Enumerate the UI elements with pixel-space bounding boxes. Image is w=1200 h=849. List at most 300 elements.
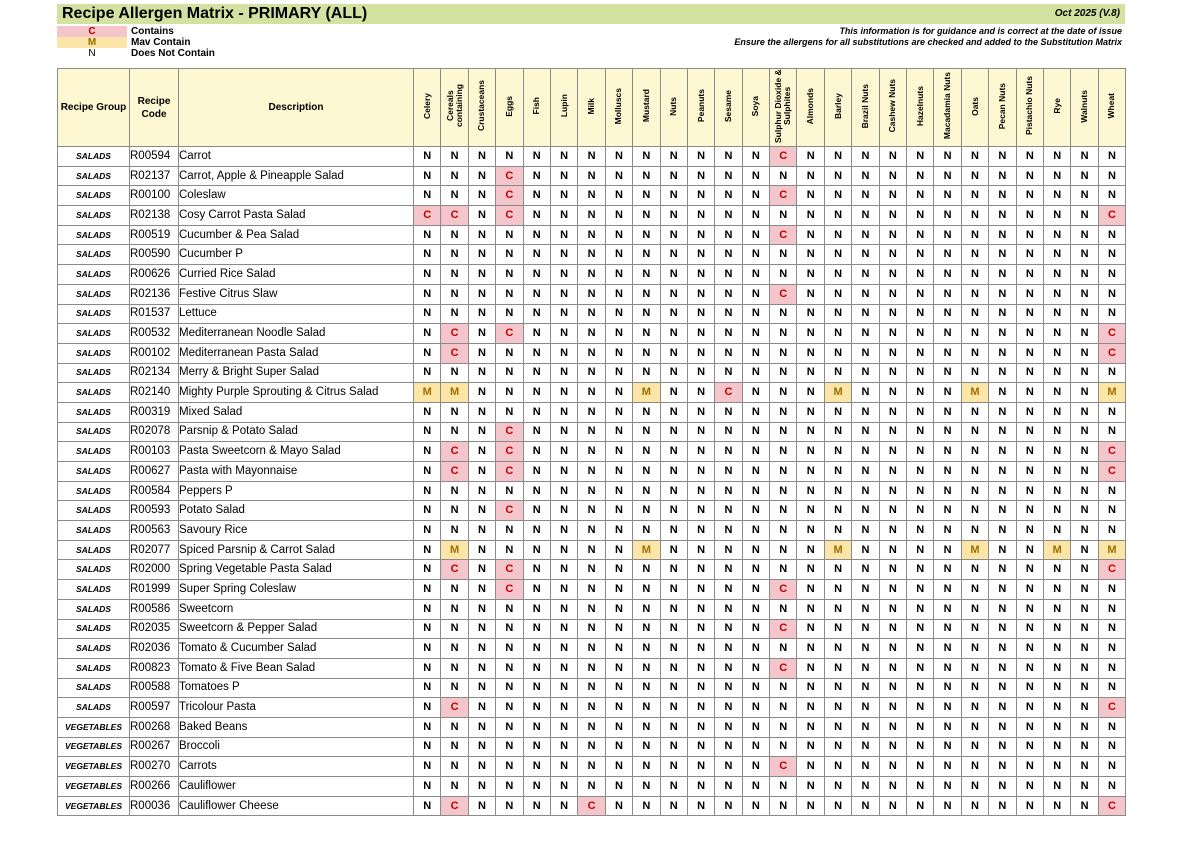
recipe-group-cell: VEGETABLES bbox=[58, 796, 130, 816]
recipe-code-cell: R00270 bbox=[130, 757, 179, 777]
allergen-cell: N bbox=[414, 147, 441, 167]
allergen-cell: N bbox=[852, 245, 879, 265]
allergen-cell: N bbox=[715, 206, 742, 226]
allergen-cell: N bbox=[907, 245, 934, 265]
allergen-cell: N bbox=[605, 225, 632, 245]
allergen-cell: N bbox=[989, 678, 1016, 698]
allergen-cell: N bbox=[824, 442, 851, 462]
allergen-cell: N bbox=[961, 501, 988, 521]
allergen-cell: N bbox=[441, 737, 468, 757]
allergen-cell: N bbox=[907, 540, 934, 560]
allergen-cell: N bbox=[414, 402, 441, 422]
allergen-cell: N bbox=[824, 462, 851, 482]
allergen-cell: N bbox=[605, 265, 632, 285]
allergen-cell: N bbox=[414, 658, 441, 678]
allergen-cell: N bbox=[934, 619, 961, 639]
allergen-cell: N bbox=[1098, 777, 1125, 797]
header-recipe-group: Recipe Group bbox=[58, 69, 130, 147]
allergen-cell: N bbox=[1071, 402, 1098, 422]
allergen-cell: N bbox=[687, 166, 714, 186]
allergen-cell: N bbox=[852, 599, 879, 619]
allergen-cell: N bbox=[797, 442, 824, 462]
allergen-cell: N bbox=[523, 796, 550, 816]
allergen-cell: N bbox=[496, 481, 523, 501]
legend bbox=[57, 26, 215, 59]
legend-item bbox=[57, 26, 215, 37]
table-row bbox=[58, 698, 1126, 718]
header-allergen bbox=[578, 69, 605, 147]
allergen-cell: C bbox=[496, 442, 523, 462]
allergen-cell: N bbox=[879, 698, 906, 718]
allergen-cell: N bbox=[742, 442, 769, 462]
allergen-cell: N bbox=[496, 639, 523, 659]
allergen-cell: N bbox=[1071, 383, 1098, 403]
allergen-cell: N bbox=[468, 560, 495, 580]
allergen-cell: N bbox=[879, 560, 906, 580]
allergen-cell: N bbox=[523, 304, 550, 324]
allergen-cell: N bbox=[441, 225, 468, 245]
allergen-cell: N bbox=[879, 599, 906, 619]
recipe-group-cell: SALADS bbox=[58, 442, 130, 462]
recipe-group-cell: SALADS bbox=[58, 580, 130, 600]
allergen-cell: N bbox=[961, 796, 988, 816]
allergen-cell: N bbox=[578, 363, 605, 383]
allergen-cell: N bbox=[907, 737, 934, 757]
description-cell: Curried Rice Salad bbox=[179, 265, 414, 285]
allergen-cell: N bbox=[550, 501, 577, 521]
allergen-cell: N bbox=[414, 580, 441, 600]
allergen-cell: N bbox=[852, 619, 879, 639]
allergen-cell: N bbox=[824, 245, 851, 265]
allergen-cell: N bbox=[1098, 599, 1125, 619]
allergen-cell: N bbox=[523, 225, 550, 245]
allergen-cell: N bbox=[1071, 777, 1098, 797]
allergen-cell: N bbox=[907, 757, 934, 777]
allergen-cell: N bbox=[660, 147, 687, 167]
allergen-cell: N bbox=[1016, 698, 1043, 718]
allergen-cell: N bbox=[852, 540, 879, 560]
allergen-cell: N bbox=[550, 324, 577, 344]
recipe-code-cell: R01999 bbox=[130, 580, 179, 600]
allergen-cell: N bbox=[523, 639, 550, 659]
allergen-cell: N bbox=[715, 619, 742, 639]
allergen-cell: N bbox=[605, 757, 632, 777]
allergen-cell: N bbox=[824, 501, 851, 521]
allergen-cell: M bbox=[633, 383, 660, 403]
table-row bbox=[58, 521, 1126, 541]
allergen-cell: N bbox=[578, 462, 605, 482]
allergen-cell: N bbox=[496, 698, 523, 718]
table-row bbox=[58, 265, 1126, 285]
allergen-cell: N bbox=[523, 383, 550, 403]
allergen-cell: N bbox=[770, 521, 797, 541]
allergen-cell: N bbox=[605, 698, 632, 718]
allergen-cell: N bbox=[633, 324, 660, 344]
allergen-cell: N bbox=[496, 363, 523, 383]
recipe-group-cell: SALADS bbox=[58, 560, 130, 580]
recipe-group-cell: SALADS bbox=[58, 225, 130, 245]
allergen-cell: N bbox=[824, 777, 851, 797]
allergen-cell: N bbox=[742, 383, 769, 403]
allergen-cell: N bbox=[934, 757, 961, 777]
allergen-cell: N bbox=[824, 717, 851, 737]
description-cell: Merry & Bright Super Salad bbox=[179, 363, 414, 383]
allergen-cell: N bbox=[742, 757, 769, 777]
recipe-group-cell: SALADS bbox=[58, 304, 130, 324]
recipe-group-cell: SALADS bbox=[58, 343, 130, 363]
allergen-cell: N bbox=[907, 560, 934, 580]
recipe-group-cell: SALADS bbox=[58, 284, 130, 304]
allergen-cell: N bbox=[578, 383, 605, 403]
allergen-cell: N bbox=[1016, 324, 1043, 344]
allergen-cell: N bbox=[468, 462, 495, 482]
allergen-cell: N bbox=[1098, 757, 1125, 777]
allergen-cell: N bbox=[742, 501, 769, 521]
description-cell: Lettuce bbox=[179, 304, 414, 324]
allergen-cell: N bbox=[715, 501, 742, 521]
allergen-cell: N bbox=[770, 166, 797, 186]
allergen-cell: N bbox=[578, 540, 605, 560]
allergen-cell: N bbox=[414, 717, 441, 737]
header-allergen-label: Nuts bbox=[668, 96, 679, 116]
table-row bbox=[58, 737, 1126, 757]
allergen-cell: N bbox=[605, 245, 632, 265]
table-row bbox=[58, 599, 1126, 619]
allergen-cell: M bbox=[441, 540, 468, 560]
allergen-cell: N bbox=[770, 304, 797, 324]
allergen-cell: N bbox=[852, 343, 879, 363]
allergen-cell: N bbox=[605, 619, 632, 639]
allergen-cell: N bbox=[907, 284, 934, 304]
allergen-cell: N bbox=[961, 343, 988, 363]
allergen-cell: N bbox=[1016, 481, 1043, 501]
allergen-cell: N bbox=[989, 186, 1016, 206]
allergen-cell: N bbox=[468, 796, 495, 816]
table-row bbox=[58, 206, 1126, 226]
allergen-cell: N bbox=[550, 304, 577, 324]
table-row bbox=[58, 343, 1126, 363]
description-cell: Mighty Purple Sprouting & Citrus Salad bbox=[179, 383, 414, 403]
allergen-cell: N bbox=[961, 147, 988, 167]
allergen-cell: N bbox=[578, 560, 605, 580]
allergen-cell: N bbox=[715, 304, 742, 324]
allergen-cell: N bbox=[441, 580, 468, 600]
legend-label: Mav Contain bbox=[131, 37, 191, 48]
allergen-cell: N bbox=[687, 422, 714, 442]
allergen-cell: N bbox=[441, 402, 468, 422]
recipe-code-cell: R02035 bbox=[130, 619, 179, 639]
recipe-code-cell: R00590 bbox=[130, 245, 179, 265]
allergen-cell: N bbox=[1071, 717, 1098, 737]
allergen-cell: N bbox=[550, 442, 577, 462]
allergen-cell: N bbox=[578, 619, 605, 639]
header-allergen-label: Wheat bbox=[1106, 93, 1117, 119]
description-cell: Potato Salad bbox=[179, 501, 414, 521]
recipe-group-cell: VEGETABLES bbox=[58, 717, 130, 737]
allergen-cell: N bbox=[1071, 363, 1098, 383]
allergen-cell: N bbox=[468, 540, 495, 560]
allergen-cell: N bbox=[605, 540, 632, 560]
recipe-group-cell: SALADS bbox=[58, 147, 130, 167]
recipe-code-cell: R00036 bbox=[130, 796, 179, 816]
header-allergen bbox=[1016, 69, 1043, 147]
legend-label: Does Not Contain bbox=[131, 48, 215, 59]
allergen-cell: N bbox=[797, 245, 824, 265]
allergen-cell: N bbox=[852, 737, 879, 757]
allergen-cell: N bbox=[1071, 265, 1098, 285]
allergen-cell: N bbox=[578, 284, 605, 304]
allergen-cell: N bbox=[934, 284, 961, 304]
table-row bbox=[58, 166, 1126, 186]
allergen-cell: N bbox=[1016, 383, 1043, 403]
header-row bbox=[58, 69, 1126, 147]
allergen-cell: N bbox=[1098, 304, 1125, 324]
allergen-cell: N bbox=[523, 481, 550, 501]
recipe-group-cell: SALADS bbox=[58, 206, 130, 226]
allergen-cell: N bbox=[1071, 757, 1098, 777]
allergen-cell: N bbox=[523, 422, 550, 442]
allergen-cell: N bbox=[578, 698, 605, 718]
allergen-cell: N bbox=[934, 402, 961, 422]
allergen-cell: C bbox=[496, 324, 523, 344]
allergen-cell: N bbox=[797, 324, 824, 344]
allergen-cell: N bbox=[715, 678, 742, 698]
allergen-cell: N bbox=[550, 599, 577, 619]
allergen-cell: C bbox=[770, 619, 797, 639]
allergen-cell: N bbox=[797, 540, 824, 560]
allergen-cell: N bbox=[496, 343, 523, 363]
allergen-cell: N bbox=[1071, 521, 1098, 541]
allergen-cell: C bbox=[770, 757, 797, 777]
allergen-cell: N bbox=[715, 245, 742, 265]
allergen-cell: N bbox=[879, 678, 906, 698]
recipe-code-cell: R02140 bbox=[130, 383, 179, 403]
allergen-cell: N bbox=[633, 284, 660, 304]
table-row bbox=[58, 796, 1126, 816]
allergen-cell: N bbox=[605, 501, 632, 521]
recipe-code-cell: R00519 bbox=[130, 225, 179, 245]
allergen-cell: N bbox=[660, 422, 687, 442]
allergen-cell: N bbox=[770, 481, 797, 501]
allergen-cell: N bbox=[1043, 402, 1070, 422]
table-row bbox=[58, 245, 1126, 265]
allergen-cell: N bbox=[441, 501, 468, 521]
allergen-cell: N bbox=[687, 540, 714, 560]
allergen-cell: N bbox=[1016, 501, 1043, 521]
allergen-cell: N bbox=[1098, 245, 1125, 265]
allergen-cell: N bbox=[879, 580, 906, 600]
recipe-code-cell: R00563 bbox=[130, 521, 179, 541]
allergen-cell: N bbox=[852, 560, 879, 580]
allergen-cell: N bbox=[633, 363, 660, 383]
allergen-cell: N bbox=[687, 343, 714, 363]
table-row bbox=[58, 757, 1126, 777]
allergen-cell: N bbox=[660, 796, 687, 816]
allergen-cell: N bbox=[907, 147, 934, 167]
allergen-cell: N bbox=[578, 225, 605, 245]
allergen-cell: C bbox=[441, 206, 468, 226]
allergen-cell: N bbox=[1098, 639, 1125, 659]
allergen-cell: M bbox=[961, 540, 988, 560]
allergen-cell: N bbox=[1043, 796, 1070, 816]
allergen-cell: N bbox=[578, 304, 605, 324]
allergen-cell: N bbox=[824, 324, 851, 344]
header-allergen-label: Fish bbox=[531, 97, 542, 115]
allergen-cell: N bbox=[633, 186, 660, 206]
allergen-cell: N bbox=[523, 678, 550, 698]
allergen-cell: N bbox=[989, 540, 1016, 560]
allergen-cell: N bbox=[715, 225, 742, 245]
recipe-code-cell: R02137 bbox=[130, 166, 179, 186]
header-allergen-label: Barley bbox=[832, 93, 843, 119]
recipe-code-cell: R02036 bbox=[130, 639, 179, 659]
allergen-cell: N bbox=[1043, 777, 1070, 797]
allergen-cell: N bbox=[961, 206, 988, 226]
allergen-cell: N bbox=[660, 324, 687, 344]
allergen-cell: N bbox=[1071, 422, 1098, 442]
allergen-cell: N bbox=[578, 186, 605, 206]
allergen-cell: N bbox=[605, 324, 632, 344]
allergen-cell: N bbox=[414, 245, 441, 265]
recipe-code-cell: R02077 bbox=[130, 540, 179, 560]
allergen-cell: N bbox=[414, 442, 441, 462]
recipe-group-cell: SALADS bbox=[58, 599, 130, 619]
allergen-cell: N bbox=[797, 383, 824, 403]
allergen-cell: N bbox=[989, 383, 1016, 403]
table-row bbox=[58, 442, 1126, 462]
allergen-cell: N bbox=[523, 599, 550, 619]
legend-code: C bbox=[57, 26, 127, 37]
allergen-cell: N bbox=[687, 186, 714, 206]
allergen-cell: N bbox=[742, 560, 769, 580]
allergen-cell: N bbox=[441, 777, 468, 797]
table-row bbox=[58, 639, 1126, 659]
allergen-cell: N bbox=[989, 777, 1016, 797]
description-cell: Super Spring Coleslaw bbox=[179, 580, 414, 600]
allergen-cell: N bbox=[797, 304, 824, 324]
allergen-cell: N bbox=[934, 639, 961, 659]
allergen-cell: N bbox=[961, 619, 988, 639]
allergen-cell: N bbox=[715, 186, 742, 206]
allergen-cell: N bbox=[496, 737, 523, 757]
allergen-cell: N bbox=[550, 383, 577, 403]
allergen-cell: N bbox=[468, 678, 495, 698]
allergen-cell: N bbox=[852, 777, 879, 797]
description-cell: Sweetcorn bbox=[179, 599, 414, 619]
table-row bbox=[58, 422, 1126, 442]
allergen-cell: N bbox=[989, 402, 1016, 422]
allergen-cell: N bbox=[879, 324, 906, 344]
allergen-cell: N bbox=[523, 186, 550, 206]
allergen-cell: N bbox=[550, 245, 577, 265]
recipe-group-cell: SALADS bbox=[58, 698, 130, 718]
header-allergen bbox=[715, 69, 742, 147]
allergen-cell: N bbox=[797, 206, 824, 226]
allergen-cell: N bbox=[468, 245, 495, 265]
recipe-group-cell: SALADS bbox=[58, 678, 130, 698]
allergen-cell: N bbox=[1043, 245, 1070, 265]
description-cell: Cosy Carrot Pasta Salad bbox=[179, 206, 414, 226]
allergen-cell: N bbox=[441, 245, 468, 265]
recipe-code-cell: R00319 bbox=[130, 402, 179, 422]
allergen-cell: N bbox=[1071, 540, 1098, 560]
allergen-cell: M bbox=[1098, 540, 1125, 560]
allergen-cell: N bbox=[578, 521, 605, 541]
recipe-group-cell: SALADS bbox=[58, 422, 130, 442]
allergen-cell: N bbox=[934, 599, 961, 619]
allergen-cell: N bbox=[687, 304, 714, 324]
allergen-cell: N bbox=[660, 501, 687, 521]
allergen-cell: N bbox=[633, 166, 660, 186]
allergen-cell: N bbox=[934, 147, 961, 167]
allergen-cell: N bbox=[770, 678, 797, 698]
allergen-cell: N bbox=[770, 796, 797, 816]
allergen-cell: N bbox=[742, 737, 769, 757]
allergen-cell: N bbox=[742, 304, 769, 324]
allergen-cell: N bbox=[797, 737, 824, 757]
allergen-cell: N bbox=[770, 324, 797, 344]
allergen-cell: N bbox=[961, 186, 988, 206]
allergen-cell: N bbox=[1098, 363, 1125, 383]
recipe-group-cell: SALADS bbox=[58, 245, 130, 265]
allergen-cell: N bbox=[934, 304, 961, 324]
description-cell: Mediterranean Pasta Salad bbox=[179, 343, 414, 363]
allergen-cell: N bbox=[414, 462, 441, 482]
allergen-cell: N bbox=[633, 698, 660, 718]
allergen-cell: N bbox=[550, 284, 577, 304]
description-cell: Cucumber P bbox=[179, 245, 414, 265]
allergen-cell: N bbox=[824, 521, 851, 541]
allergen-cell: N bbox=[852, 324, 879, 344]
allergen-cell: N bbox=[468, 777, 495, 797]
allergen-cell: N bbox=[852, 166, 879, 186]
allergen-cell: C bbox=[496, 186, 523, 206]
allergen-cell: N bbox=[797, 186, 824, 206]
allergen-cell: N bbox=[523, 777, 550, 797]
allergen-cell: N bbox=[550, 147, 577, 167]
allergen-cell: N bbox=[660, 658, 687, 678]
allergen-cell: C bbox=[1098, 324, 1125, 344]
allergen-cell: N bbox=[578, 501, 605, 521]
allergen-cell: N bbox=[1098, 737, 1125, 757]
allergen-cell: C bbox=[441, 560, 468, 580]
allergen-cell: N bbox=[550, 225, 577, 245]
allergen-cell: N bbox=[578, 343, 605, 363]
allergen-cell: N bbox=[414, 186, 441, 206]
header-allergen-label: Pistachio Nuts bbox=[1024, 76, 1035, 136]
allergen-cell: N bbox=[414, 639, 441, 659]
allergen-cell: N bbox=[907, 304, 934, 324]
allergen-cell: N bbox=[989, 521, 1016, 541]
description-cell: Pasta with Mayonnaise bbox=[179, 462, 414, 482]
header-allergen-label: Cereals containing bbox=[444, 84, 464, 128]
table-row bbox=[58, 225, 1126, 245]
allergen-cell: N bbox=[578, 481, 605, 501]
allergen-cell: C bbox=[441, 343, 468, 363]
allergen-cell: N bbox=[468, 698, 495, 718]
allergen-cell: N bbox=[852, 206, 879, 226]
header-allergen bbox=[496, 69, 523, 147]
legend-item bbox=[57, 37, 215, 48]
recipe-code-cell: R02138 bbox=[130, 206, 179, 226]
allergen-cell: N bbox=[1016, 619, 1043, 639]
allergen-cell: N bbox=[687, 521, 714, 541]
allergen-cell: N bbox=[660, 265, 687, 285]
allergen-cell: N bbox=[1043, 324, 1070, 344]
allergen-cell: N bbox=[1071, 678, 1098, 698]
allergen-matrix-table bbox=[57, 68, 1126, 816]
allergen-cell: N bbox=[496, 757, 523, 777]
